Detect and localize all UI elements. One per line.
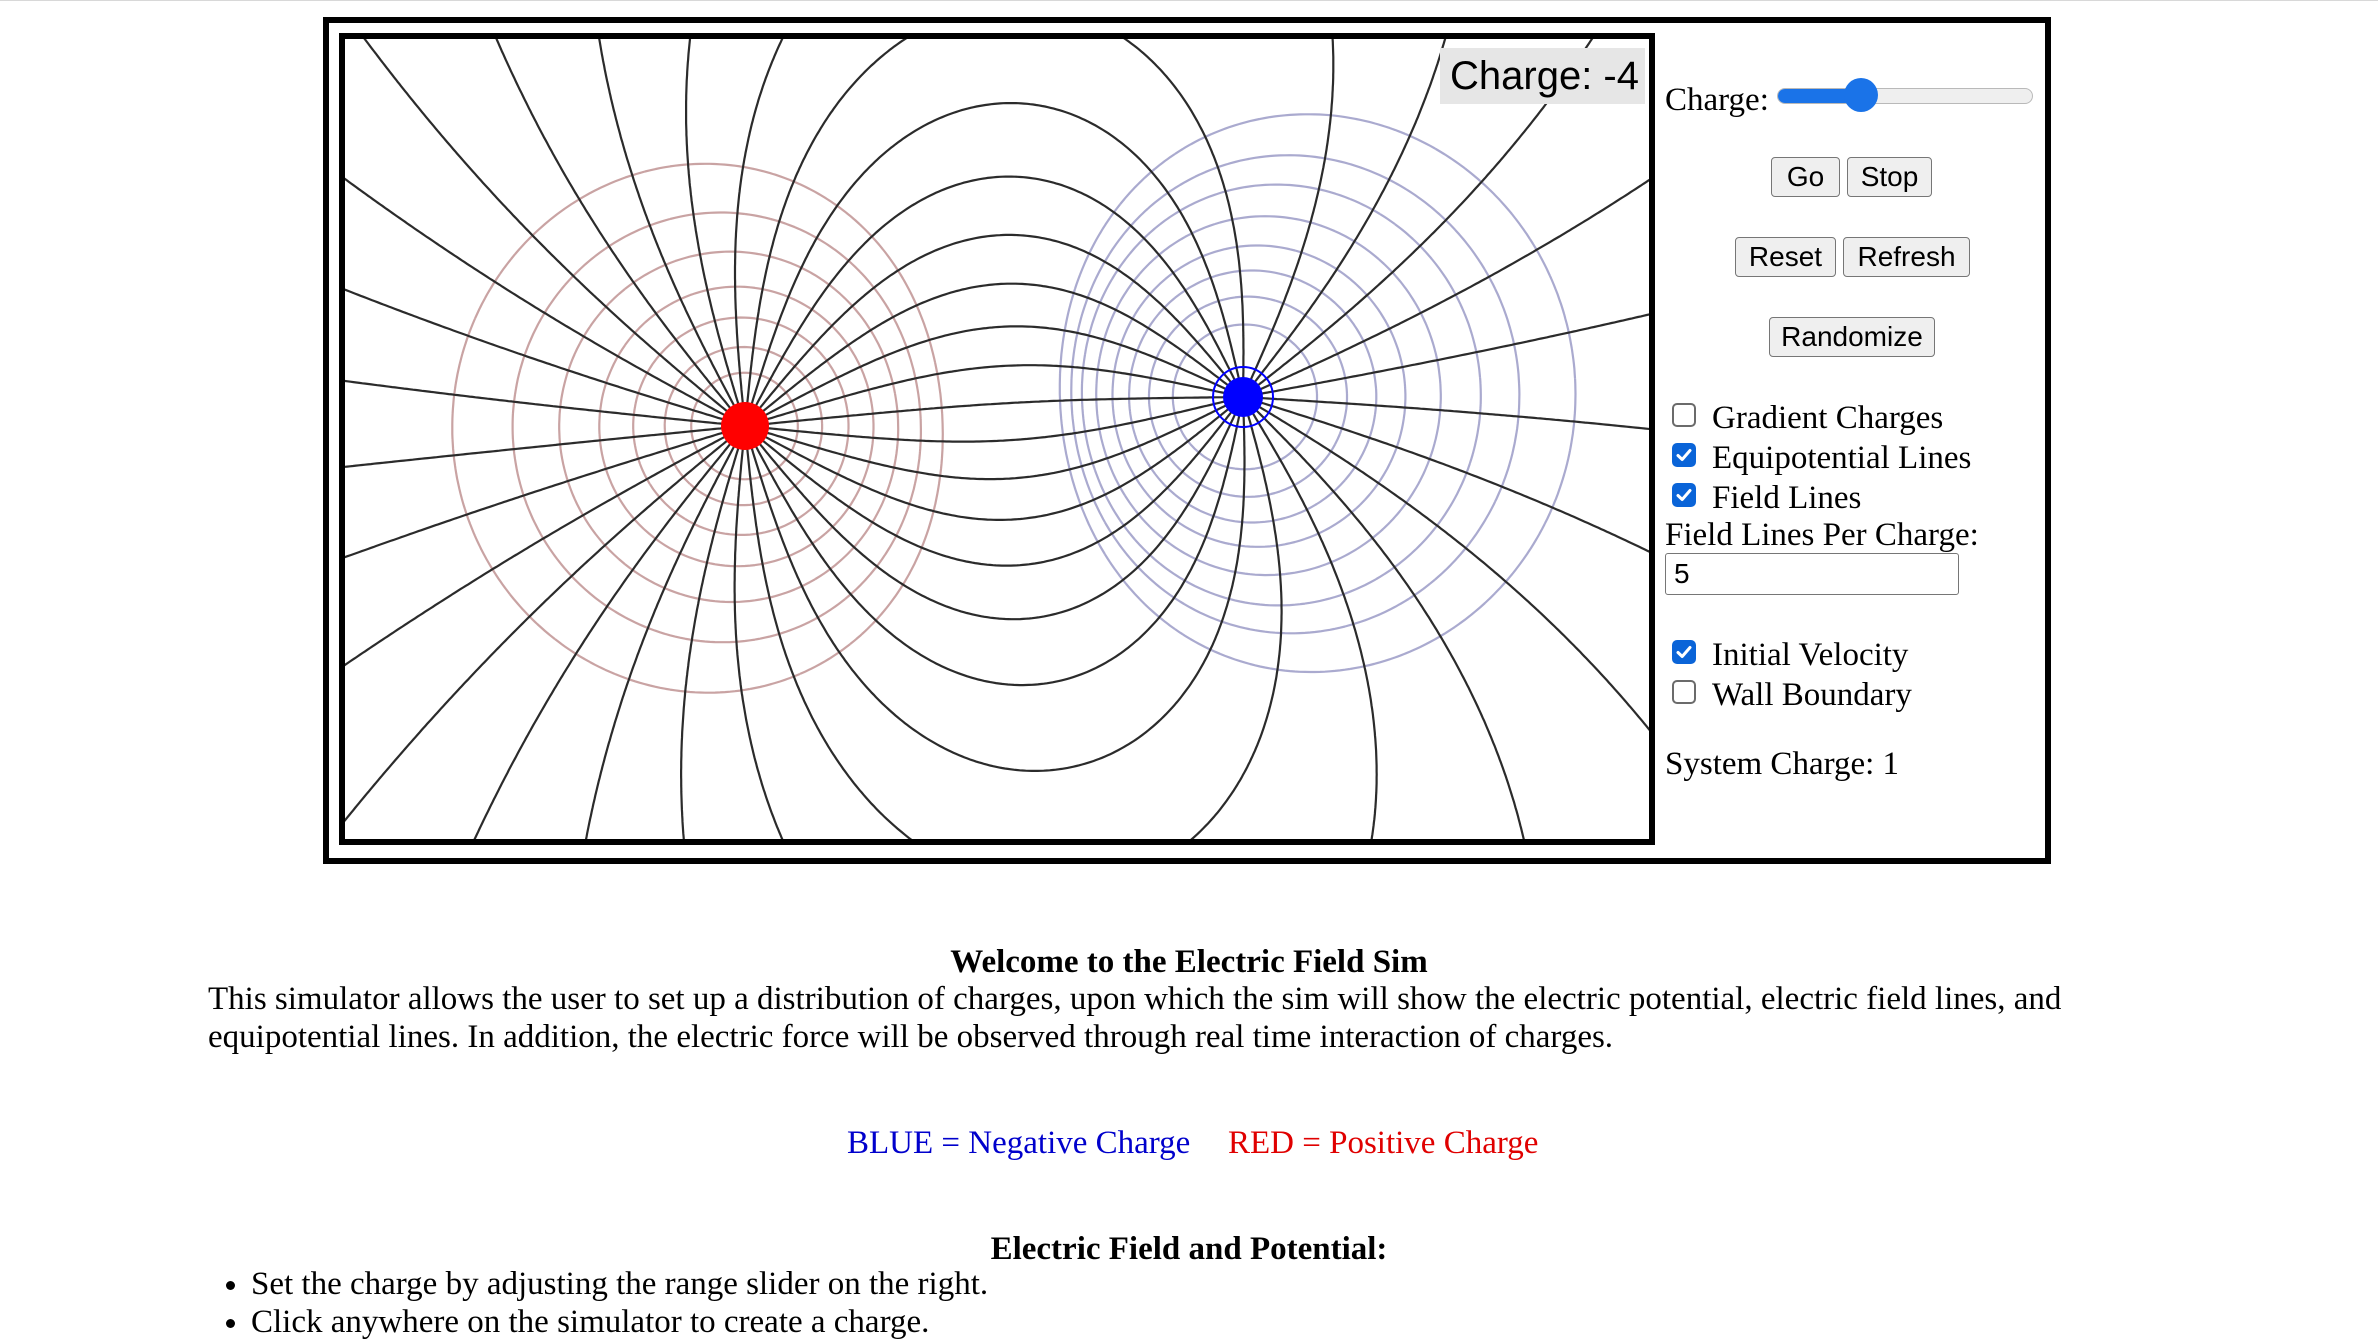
go-button[interactable]: Go [1771,157,1840,197]
field-line [757,407,1235,566]
wall-boundary-checkbox[interactable] [1672,680,1696,704]
field-line [759,405,1234,520]
checkmark-icon [1675,486,1693,504]
field-lines-per-charge-label: Field Lines Per Charge: [1665,517,1979,553]
instruction-item: • Set the charge by adjusting the range slider on the right. [251,1265,2151,1303]
charge-label: Charge: [1665,82,1769,118]
field-line [755,235,1234,414]
field-line [1258,402,1649,633]
checkmark-icon [1675,643,1693,661]
initial-velocity-label: Initial Velocity [1712,637,1909,673]
negative-charge [1223,377,1263,417]
field-line [1251,411,1376,839]
field-line [345,436,733,839]
instructions-list [208,1265,2151,1341]
legend-positive-charge: RED = Positive Charge [1228,1125,1539,1161]
field-lines-per-charge-input[interactable] [1665,553,1959,595]
equipotential-lines-label: Equipotential Lines [1712,440,1972,476]
field-line [442,39,735,414]
field-line [735,442,890,839]
gradient-charges-label: Gradient Charges [1712,400,1944,436]
field-line [753,177,1237,412]
charge-slider-thumb[interactable] [1844,78,1878,112]
gradient-charges-checkbox[interactable] [1672,403,1696,427]
charge-slider[interactable] [1777,88,2033,104]
field-line [1258,69,1649,390]
field-line [1250,39,1334,382]
field-line [760,365,1231,421]
field-lines-checkbox[interactable] [1672,483,1696,507]
instruction-item: • Click anywhere on the simulator to create a charge. [251,1303,2151,1341]
charge-readout: Charge: -4 [1440,48,1645,104]
refresh-button[interactable]: Refresh [1843,237,1970,277]
field-line [345,39,733,416]
field-line [686,39,740,411]
legend-negative-charge: BLUE = Negative Charge [847,1125,1191,1161]
field-line [735,39,922,410]
wall-boundary-label: Wall Boundary [1712,677,1912,713]
randomize-button[interactable]: Randomize [1769,317,1935,357]
intro-paragraph: This simulator allows the user to set up a distribution of charges, upon which the sim will show the electric potential, electric field lines, and equipotential lines. In addition, the electric force will be observed through real time interaction of charges. [208,981,2062,1055]
field-line [757,284,1233,416]
checkmark-icon [1675,446,1693,464]
reset-button[interactable]: Reset [1735,237,1836,277]
field-plot[interactable] [345,39,1649,839]
equipotential-line [1071,155,1519,633]
stop-button[interactable]: Stop [1847,157,1932,197]
field-line [747,410,1282,839]
field-lines-label: Field Lines [1712,480,1862,516]
system-charge-readout: System Charge: 1 [1665,746,1900,782]
field-line [761,400,1231,442]
welcome-title: Welcome to the Electric Field Sim [950,944,1428,980]
field-line [750,409,1245,771]
section-title: Electric Field and Potential: [990,1231,1388,1267]
simulation-canvas[interactable] [339,33,1655,845]
positive-charge [721,402,769,450]
equipotential-lines-checkbox[interactable] [1672,443,1696,467]
field-line [567,440,737,839]
top-divider [0,0,2378,1]
field-line [1254,408,1539,839]
initial-velocity-checkbox[interactable] [1672,640,1696,664]
